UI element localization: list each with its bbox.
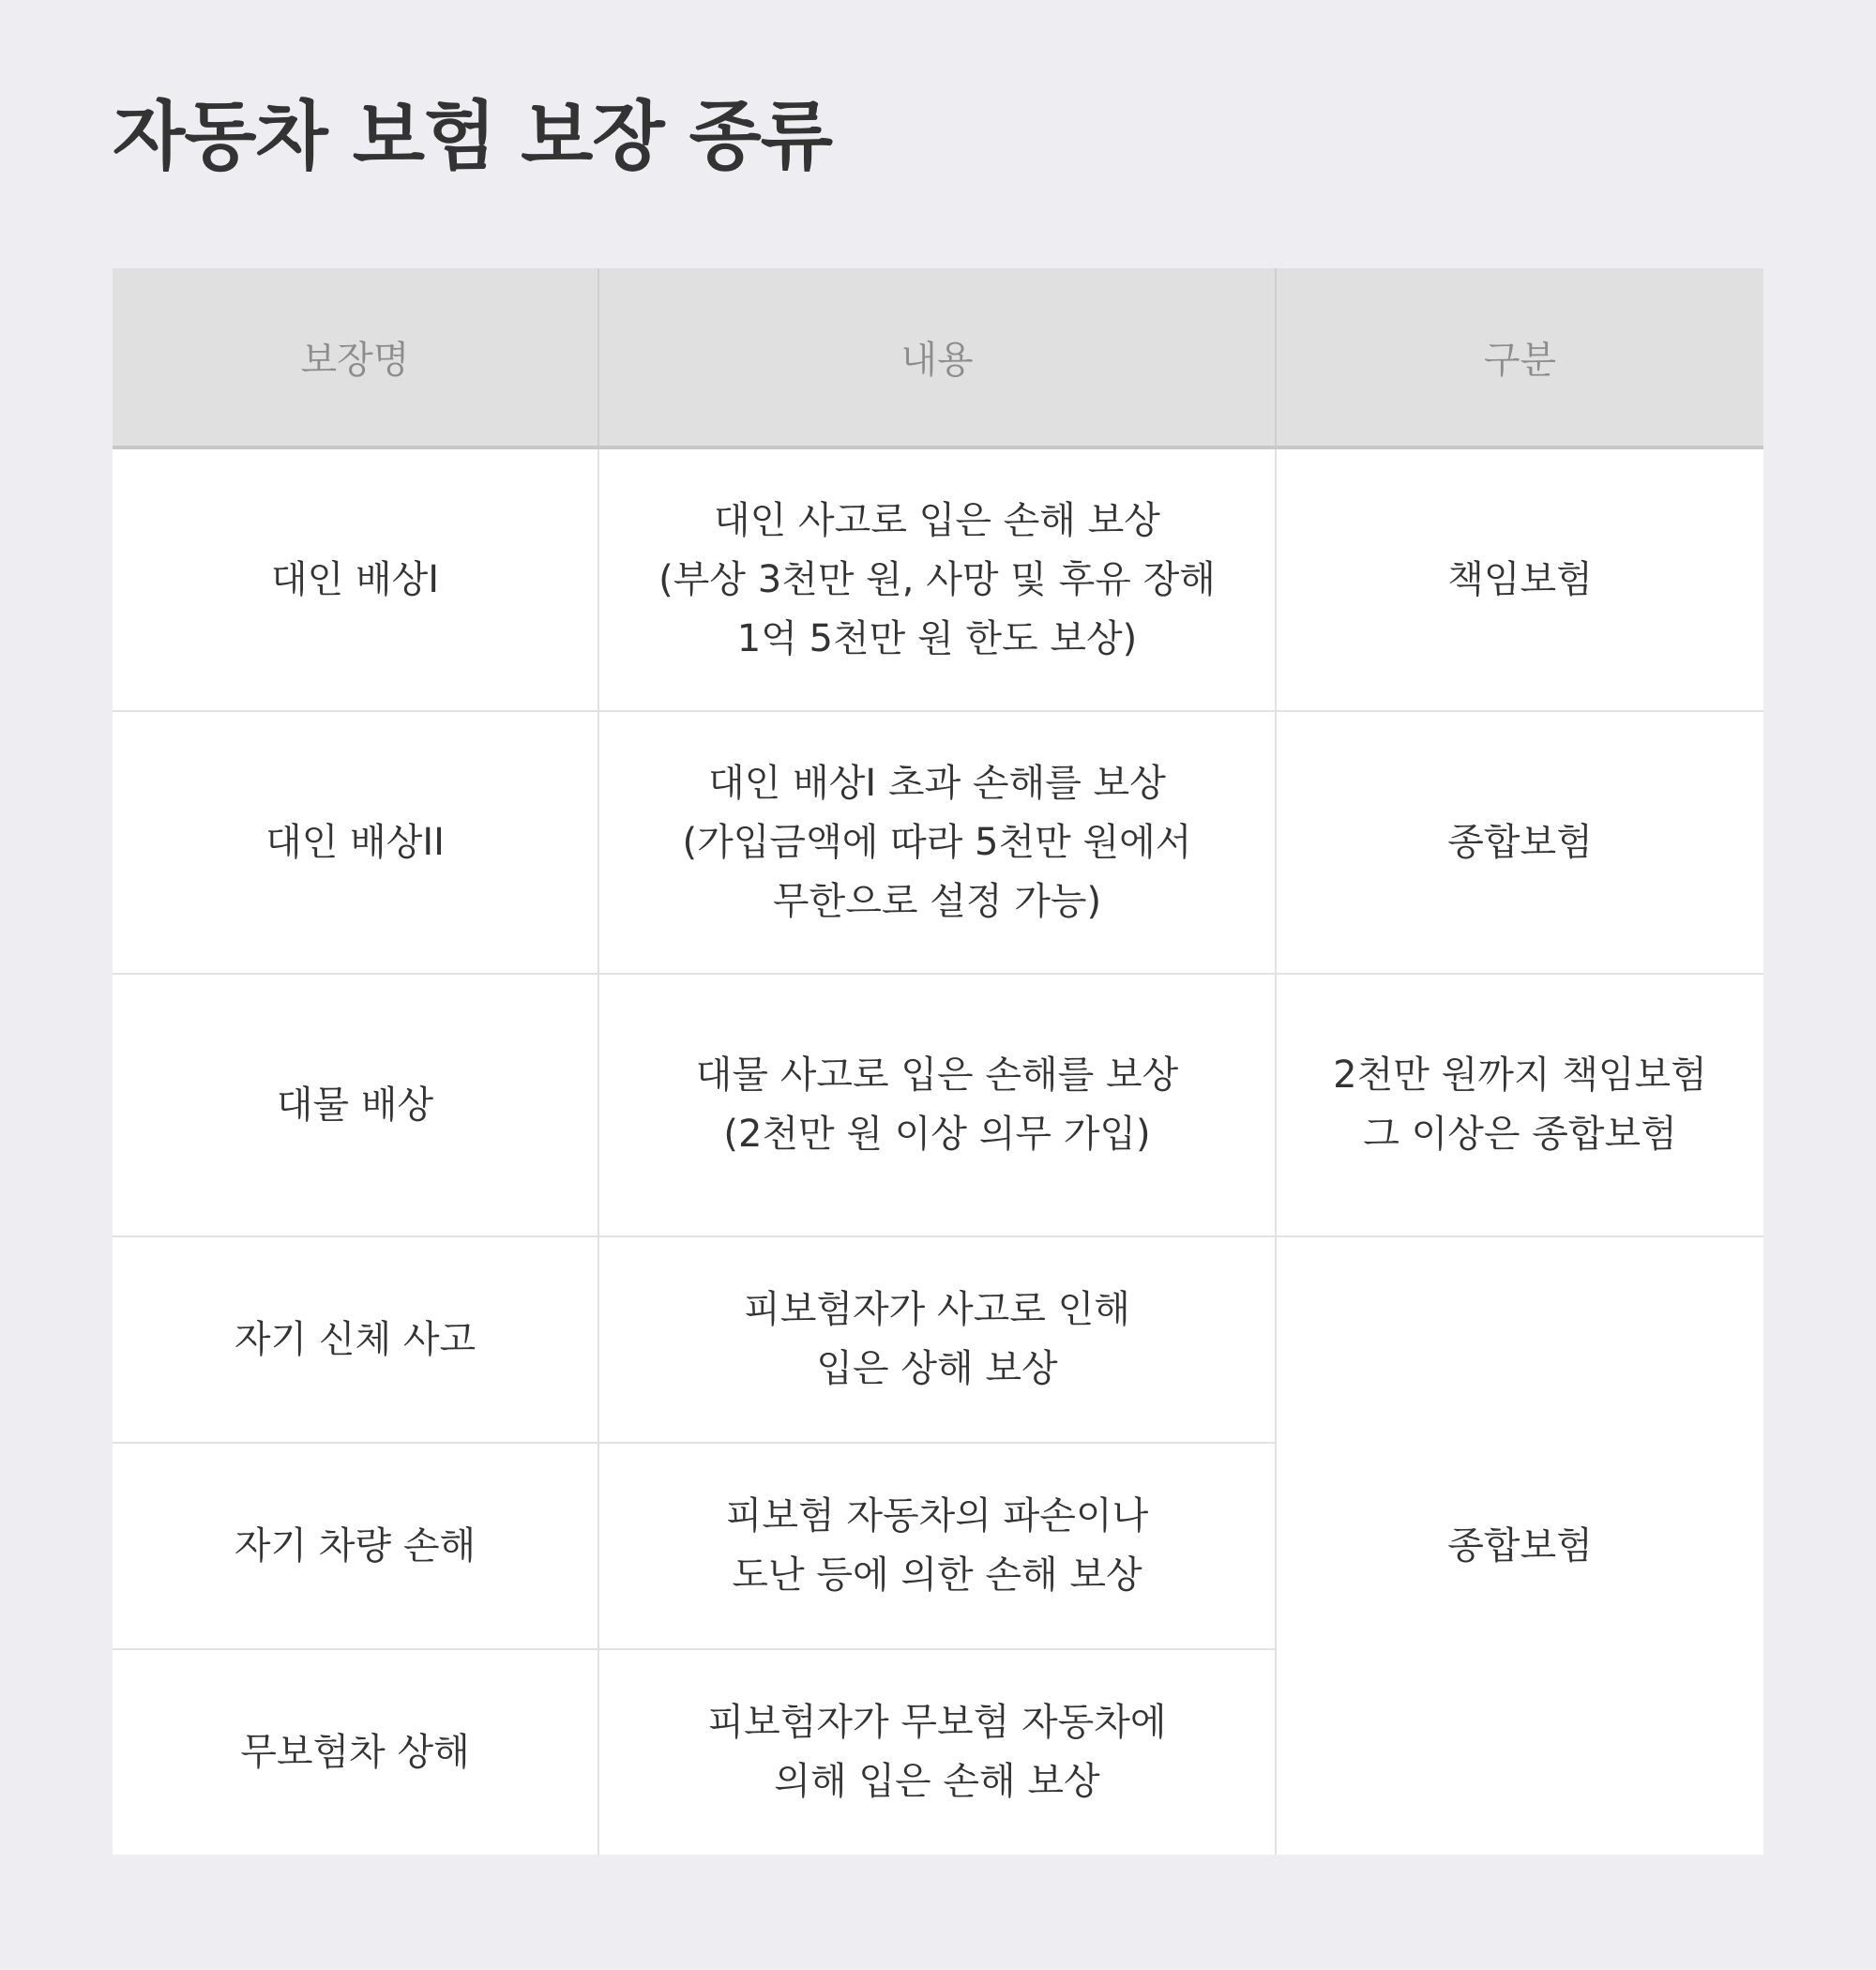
coverage-name: 대인 배상I — [113, 447, 598, 711]
table-row — [113, 447, 1763, 711]
coverage-name: 무보험차 상해 — [113, 1649, 598, 1855]
content-line: 의해 입은 손해 보상 — [774, 1760, 1100, 1803]
category-line: 2천만 원까지 책임보험 — [1333, 1053, 1707, 1097]
coverage-content — [598, 1443, 1276, 1649]
header-content: 내용 — [598, 268, 1276, 447]
header-category: 구분 — [1276, 268, 1763, 447]
table-row — [113, 711, 1763, 974]
coverage-content — [598, 1649, 1276, 1855]
table-row — [113, 1236, 1763, 1443]
coverage-table — [113, 268, 1763, 1855]
content-line: 피보험자가 사고로 인해 — [744, 1288, 1130, 1331]
content-line: 1억 5천만 원 한도 보상) — [736, 616, 1138, 660]
page-title: 자동차 보험 보장 종류 — [113, 93, 833, 180]
content-line: 대인 사고로 입은 손해 보상 — [714, 498, 1160, 542]
content-line: (가입금액에 따라 5천만 원에서 — [682, 820, 1192, 864]
content-line: 대인 배상I 초과 손해를 보상 — [708, 761, 1166, 805]
content-line: (부상 3천만 원, 사망 및 후유 장해 — [658, 557, 1216, 601]
content-line: 무한으로 설정 가능) — [772, 879, 1102, 923]
header-coverage-name: 보장명 — [113, 268, 598, 447]
coverage-name: 자기 신체 사고 — [113, 1236, 598, 1443]
coverage-content — [598, 447, 1276, 711]
content-line: 피보험자가 무보험 자동차에 — [707, 1701, 1167, 1744]
content-line: (2천만 원 이상 의무 가입) — [723, 1113, 1151, 1156]
coverage-name: 대물 배상 — [113, 974, 598, 1236]
content-line: 입은 상해 보상 — [816, 1347, 1058, 1390]
coverage-content — [598, 974, 1276, 1236]
coverage-category: 책임보험 — [1276, 447, 1763, 711]
category-line: 그 이상은 종합보험 — [1363, 1113, 1677, 1156]
coverage-category: 종합보험 — [1276, 711, 1763, 974]
coverage-name: 대인 배상II — [113, 711, 598, 974]
coverage-content — [598, 1236, 1276, 1443]
coverage-content — [598, 711, 1276, 974]
table-row — [113, 974, 1763, 1236]
content-line: 대물 사고로 입은 손해를 보상 — [695, 1053, 1179, 1097]
table-header-row — [113, 268, 1763, 447]
content-line: 도난 등에 의한 손해 보상 — [732, 1553, 1142, 1597]
content-line: 피보험 자동차의 파손이나 — [725, 1494, 1149, 1538]
coverage-name: 자기 차량 손해 — [113, 1443, 598, 1649]
coverage-category-merged: 종합보험 — [1276, 1236, 1763, 1855]
coverage-category — [1276, 974, 1763, 1236]
